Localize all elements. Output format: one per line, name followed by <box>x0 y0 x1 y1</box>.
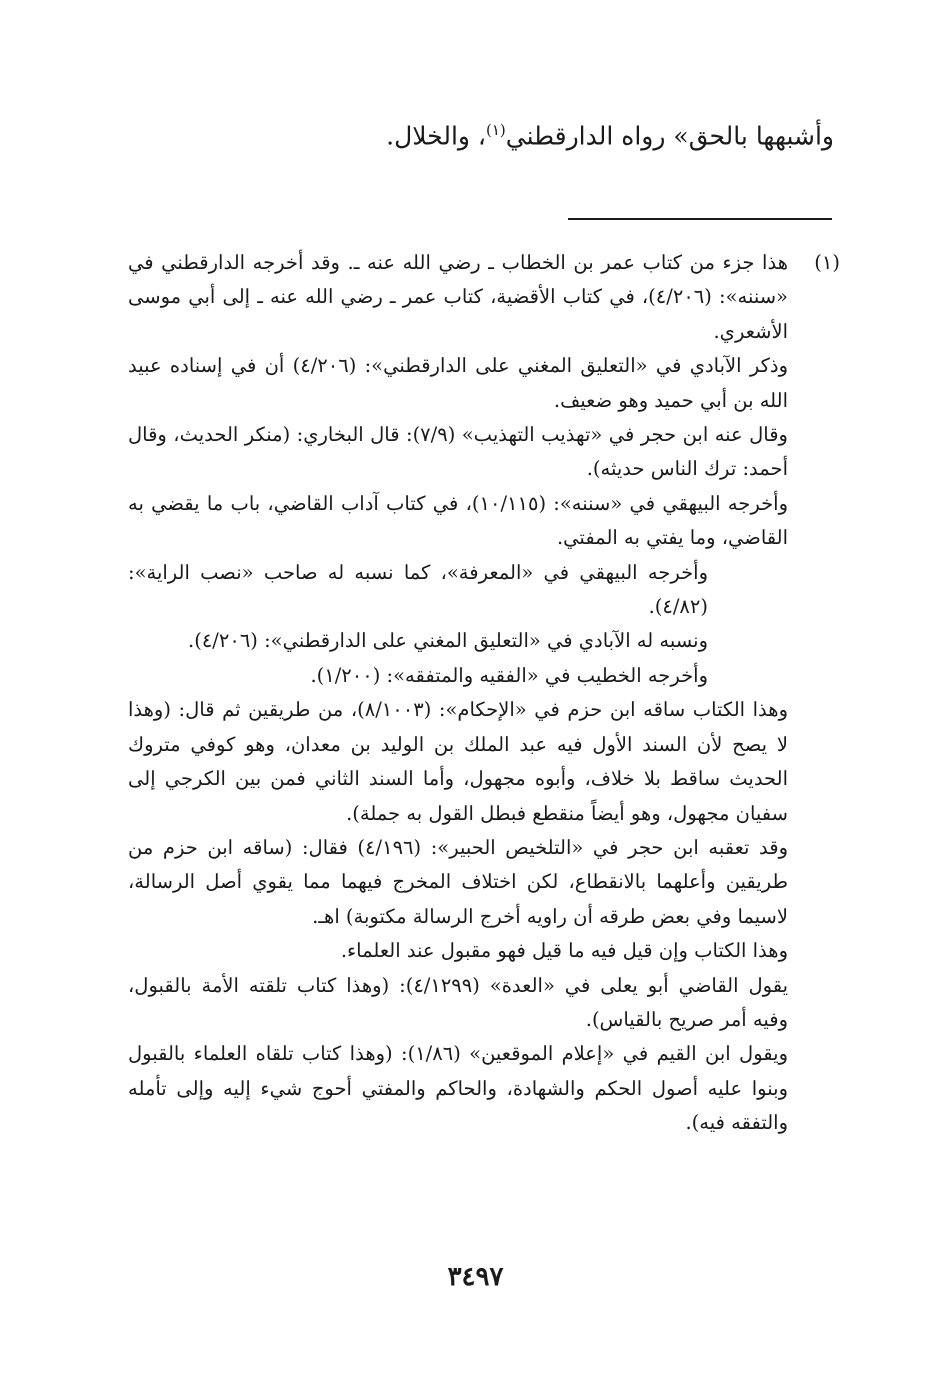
footnote-paragraph: وهذا الكتاب وإن قيل فيه ما قيل فهو مقبول عند العلماء. <box>340 939 788 963</box>
footnote-body <box>128 246 788 1141</box>
footnote-paragraph: وأخرجه الخطيب في «الفقيه والمتفقه»: (١/٢٠٠). <box>310 663 708 687</box>
footnote-paragraph: وقد تعقبه ابن حجر في «التلخيص الحبير»: (٤/١٩٦) فقال: (ساقه ابن حزم من طريقين وأعلهما بالانقطاع، لكن اختلاف المخرج فيهما مما يقوي أصل الرسالة، لاسيما وفي بعض طرقه أن راويه أخرج الرسالة مكتوبة) اهـ. <box>128 835 789 928</box>
footnote-separator <box>568 218 832 220</box>
footnote-paragraph: ويقول ابن القيم في «إعلام الموقعين» (١/٨٦): (وهذا كتاب تلقاه العلماء بالقبول وبنوا عليه أصول الحكم والشهادة، والحاكم والمفتي أحوج شيء إليه وإلى تأمله والتفقه فيه). <box>128 1042 788 1135</box>
main-text-after: ، والخلال. <box>386 121 486 151</box>
main-text-before: وأشبهها بالحق» رواه الدارقطني <box>505 121 834 151</box>
footnote-paragraph: هذا جزء من كتاب عمر بن الخطاب ـ رضي الله عنه ـ. وقد أخرجه الدارقطني في «سننه»: (٤/٢٠٦)، في كتاب الأقضية، كتاب عمر ـ رضي الله عنه ـ إلى أبي موسى الأشعري. <box>128 251 788 343</box>
footnote-number: (١) <box>814 251 840 274</box>
footnotes-section <box>128 246 840 1141</box>
footnote-paragraph: يقول القاضي أبو يعلى في «العدة» (٤/١٢٩٩): (وهذا كتاب تلقته الأمة بالقبول، وفيه أمر صريح بالقياس). <box>128 973 788 1031</box>
footnote-reference: (١) <box>485 121 506 139</box>
footnote-paragraph: وذكر الآبادي في «التعليق المغني على الدارقطني»: (٤/٢٠٦) أن في إسناده عبيد الله بن أبي حميد وهو ضعيف. <box>128 354 788 412</box>
page-number: ٣٤٩٧ <box>447 1262 504 1292</box>
footnote-paragraph: وقال عنه ابن حجر في «تهذيب التهذيب» (٧/٩): قال البخاري: (منكر الحديث، وقال أحمد: ترك الناس حديثه). <box>128 423 788 481</box>
footnote-paragraph: ونسبه له الآبادي في «التعليق المغني على الدارقطني»: (٤/٢٠٦). <box>188 629 708 653</box>
footnote-paragraph: وأخرجه البيهقي في «المعرفة»، كما نسبه له صاحب «نصب الراية»: (٤/٨٢). <box>128 560 708 619</box>
footnote-paragraph: وهذا الكتاب ساقه ابن حزم في «الإحكام»: (٨/١٠٠٣)، من طريقين ثم قال: (وهذا لا يصح لأن السند الأول فيه عبد الملك بن الوليد بن معدان، وهو كوفي متروك الحديث ساقط بلا خلاف، وأبوه مجهول، وأما السند الثاني فمن بين الكرجي إلى سفيان مجهول، وهو أيضاً منقطع فبطل القول به جملة). <box>128 698 788 825</box>
main-text <box>120 108 834 158</box>
footnote-paragraph: وأخرجه البيهقي في «سننه»: (١٠/١١٥)، في كتاب آداب القاضي، باب ما يقضي به القاضي، وما يفتي به المفتي. <box>128 491 788 550</box>
